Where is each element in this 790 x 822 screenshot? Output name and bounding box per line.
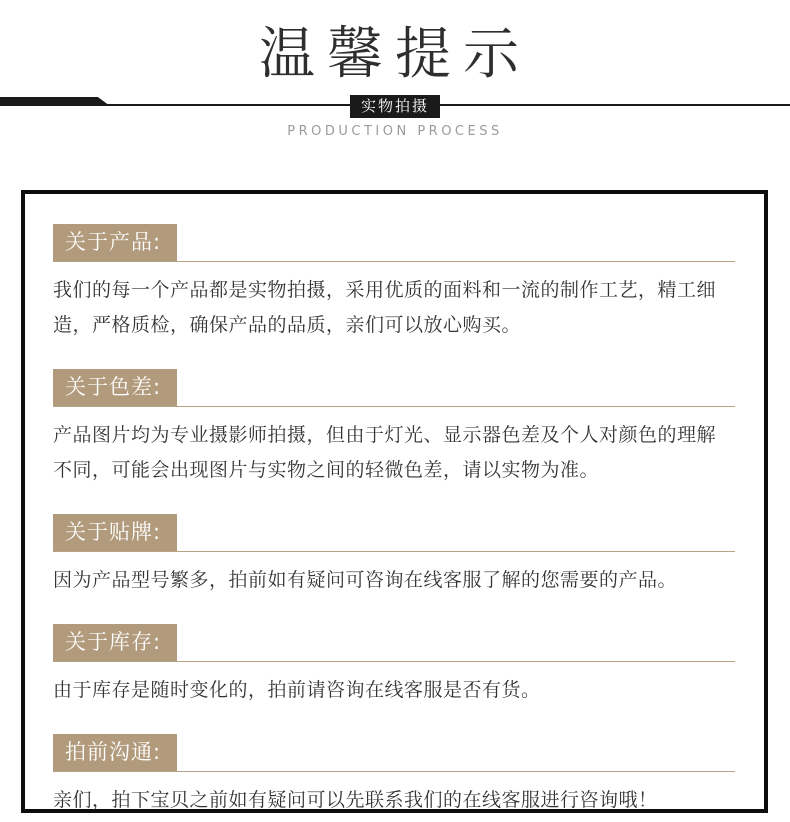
section-label: 关于色差: — [53, 369, 177, 406]
section-text: 亲们，拍下宝贝之前如有疑问可以先联系我们的在线客服进行咨询哦！ — [53, 789, 658, 811]
section-about-labeling — [53, 514, 735, 598]
section-text: 我们的每一个产品都是实物拍摄，采用优质的面料和一流的制作工艺，精工细造，严格质检，确保产品的品质，亲们可以放心购买。 — [53, 279, 717, 336]
section-label: 关于产品: — [53, 224, 177, 261]
section-label: 拍前沟通: — [53, 734, 177, 771]
page-title: 温馨提示 — [259, 22, 531, 87]
section-pre-purchase-communication — [53, 734, 735, 818]
section-label: 关于贴牌: — [53, 514, 177, 551]
section-text: 因为产品型号繁多，拍前如有疑问可咨询在线客服了解的您需要的产品。 — [53, 569, 678, 591]
subtitle-production-process: PRODUCTION PROCESS — [287, 124, 503, 139]
divider-left-tapered-bar — [0, 97, 110, 106]
section-text: 由于库存是随时变化的，拍前请咨询在线客服是否有货。 — [53, 679, 541, 701]
section-text: 产品图片均为专业摄影师拍摄，但由于灯光、显示器色差及个人对颜色的理解不同，可能会出现图片与实物之间的轻微色差，请以实物为准。 — [53, 424, 717, 481]
section-header — [53, 624, 735, 662]
section-header — [53, 514, 735, 552]
section-about-product — [53, 224, 735, 343]
notice-box — [21, 190, 768, 813]
real-photo-ribbon: 实物拍摄 — [350, 95, 440, 118]
section-about-stock — [53, 624, 735, 708]
decorative-divider — [0, 95, 790, 118]
section-header — [53, 369, 735, 407]
section-header — [53, 224, 735, 262]
section-header — [53, 734, 735, 772]
section-label: 关于库存: — [53, 624, 177, 661]
section-about-color-difference — [53, 369, 735, 488]
